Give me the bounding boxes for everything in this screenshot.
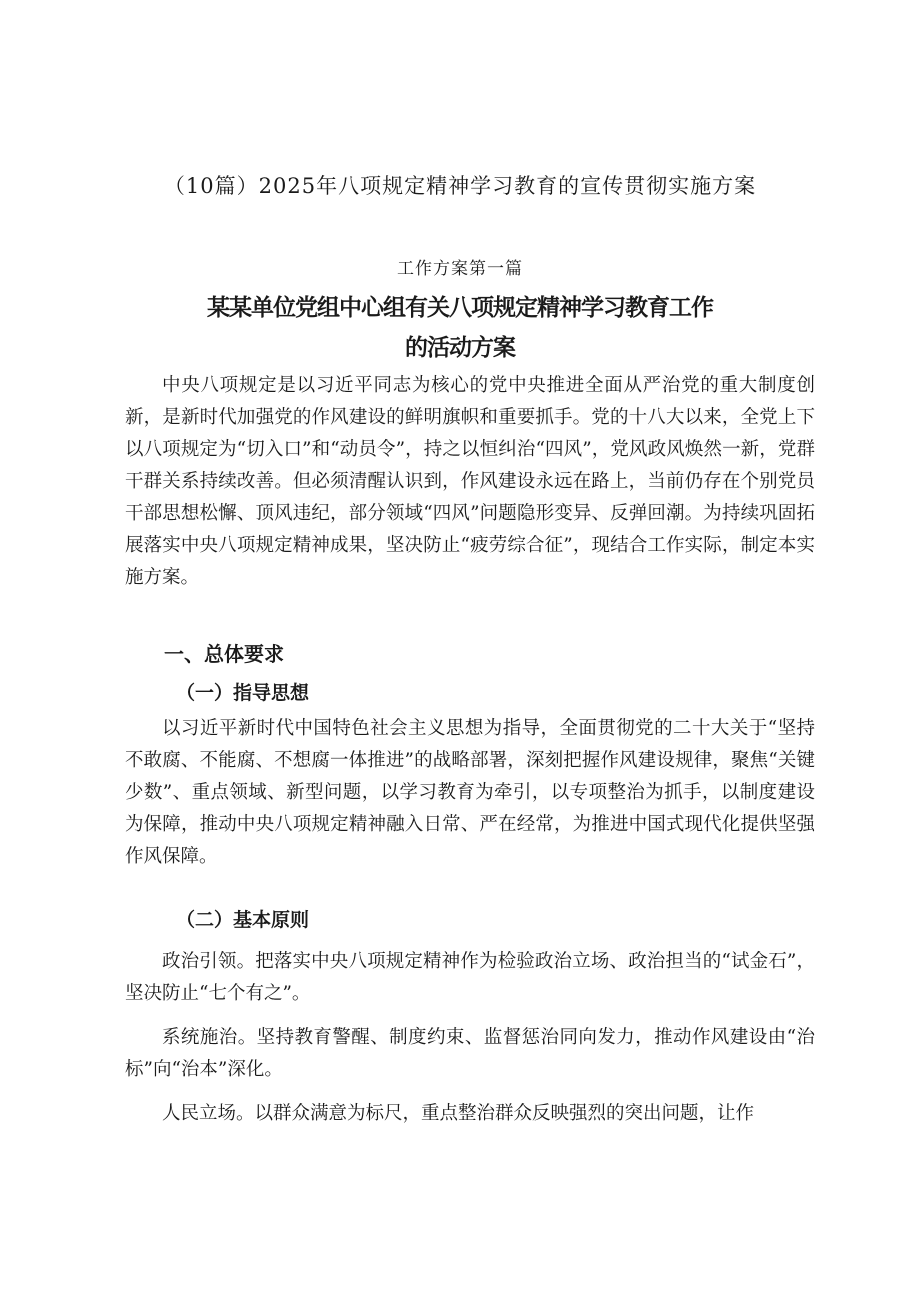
section-heading-general-requirements: 一、总体要求: [164, 642, 284, 666]
subsection-heading-basic-principles: （二）基本原则: [176, 909, 310, 931]
chapter-label: 工作方案第一篇: [397, 259, 523, 279]
principle-paragraph-political: 政治引领。把落实中央八项规定精神作为检验政治立场、政治担当的“试金石”，坚决防止“七个有之”。: [125, 951, 815, 1004]
guiding-thought-paragraph: 以习近平新时代中国特色社会主义思想为指导，全面贯彻党的二十大关于“坚持不敢腐、不能腐、不想腐一体推进”的战略部署，深刻把握作风建设规律，聚焦“关键少数”、重点领域、新型问题，以学习教育为牵引，以专项整治为抓手，以制度建设为保障，推动中央八项规定精神融入日常、严在经常，为推进中国式现代化提供坚强作风保障。: [125, 718, 815, 867]
document-title: （10篇）2025年八项规定精神学习教育的宣传贯彻实施方案: [163, 174, 757, 198]
plan-title-line2: 的活动方案: [405, 335, 515, 361]
plan-title-line1: 某某单位党组中心组有关八项规定精神学习教育工作: [207, 295, 713, 321]
principle-paragraph-people: 人民立场。以群众满意为标尺，重点整治群众反映强烈的突出问题，让作: [162, 1103, 755, 1124]
subsection-heading-guiding-thought: （一）指导思想: [176, 682, 310, 704]
principle-paragraph-systematic: 系统施治。坚持教育警醒、制度约束、监督惩治同向发力，推动作风建设由“治标”向“治本”深化。: [125, 1027, 815, 1080]
intro-paragraph: 中央八项规定是以习近平同志为核心的党中央推进全面从严治党的重大制度创新，是新时代加强党的作风建设的鲜明旗帜和重要抓手。党的十八大以来，全党上下以八项规定为“切入口”和“动员令”，持之以恒纠治“四风”，党风政风焕然一新，党群干群关系持续改善。但必须清醒认识到，作风建设永远在路上，当前仍存在个别党员干部思想松懈、顶风违纪，部分领域“四风”问题隐形变异、反弹回潮。为持续巩固拓展落实中央八项规定精神成果，坚决防止“疲劳综合征”，现结合工作实际，制定本实施方案。: [125, 375, 815, 588]
